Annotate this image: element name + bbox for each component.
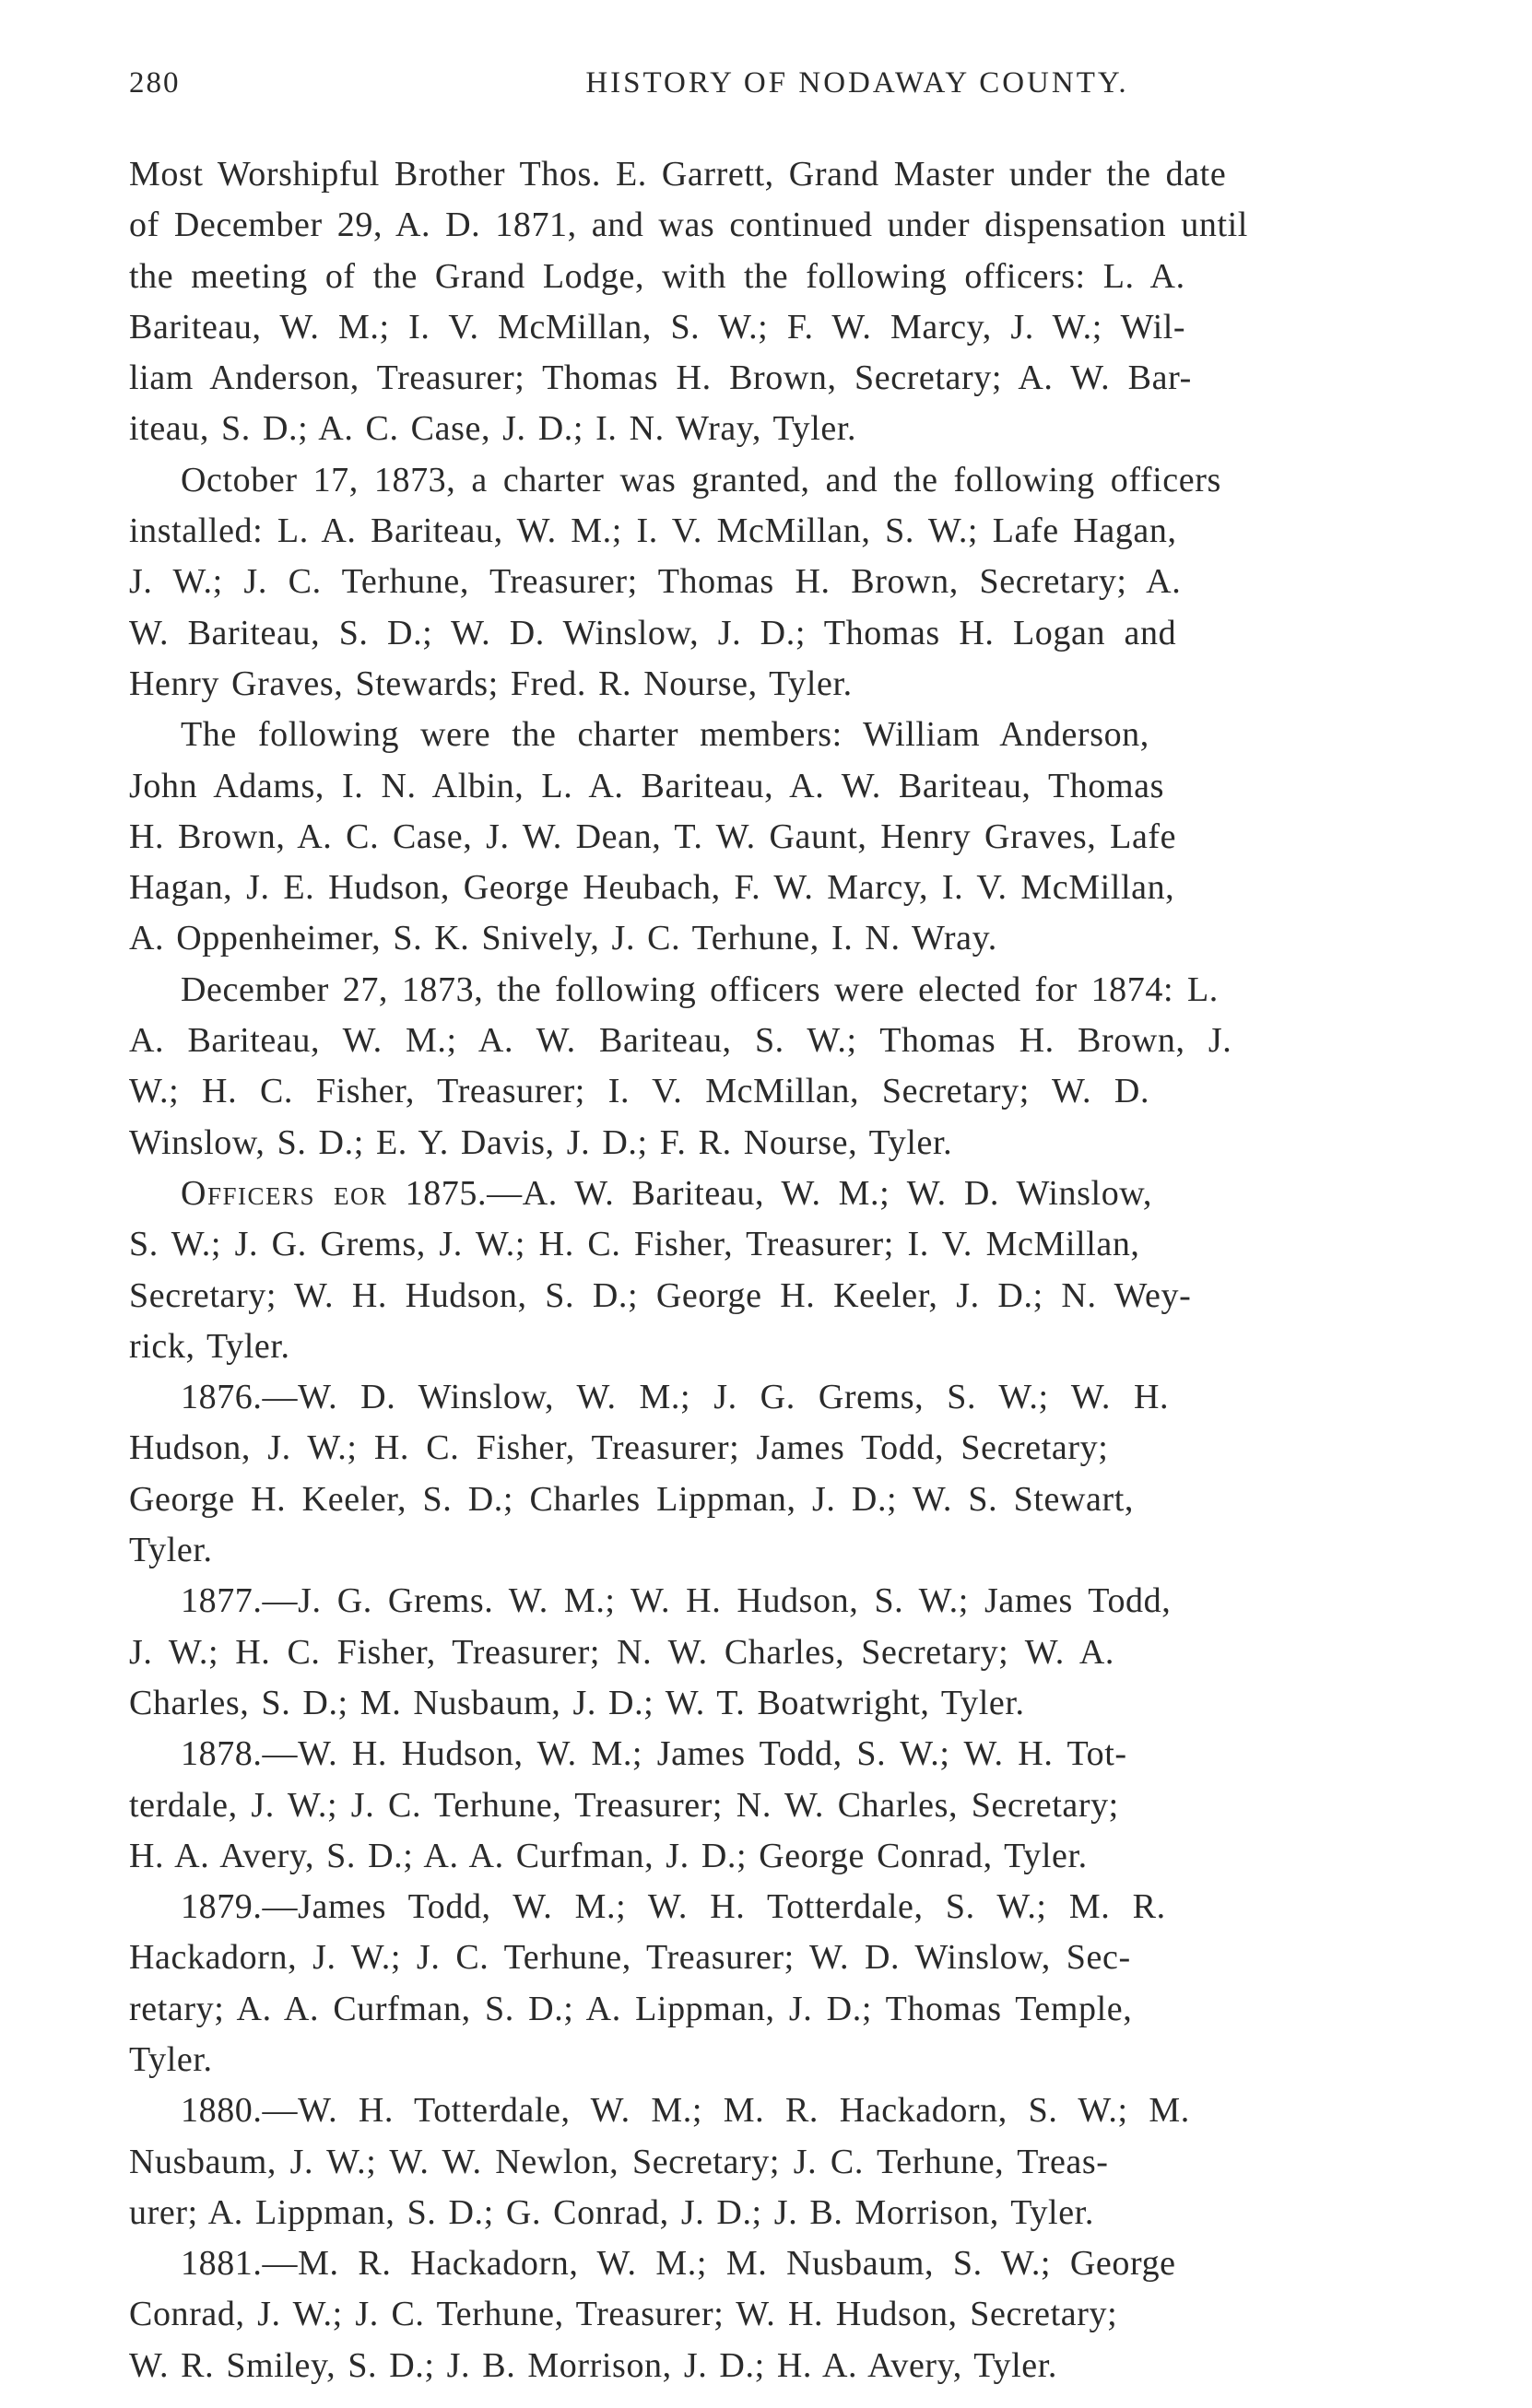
- text-line: Secretary; W. H. Hudson, S. D.; George H. Keeler, J. D.; N. Wey-: [129, 1275, 1192, 1315]
- officers-heading-continuation: 1875.—A. W. Bariteau, W. M.; W. D. Winslow,: [405, 1173, 1152, 1213]
- officers-heading: Officers eor: [181, 1173, 388, 1213]
- text-line: terdale, J. W.; J. C. Terhune, Treasurer; N. W. Charles, Secretary;: [129, 1785, 1119, 1825]
- paragraph-start-line: 1878.—W. H. Hudson, W. M.; James Todd, S. W.; W. H. Tot-: [181, 1734, 1127, 1774]
- text-line: S. W.; J. G. Grems, J. W.; H. C. Fisher, Treasurer; I. V. McMillan,: [129, 1225, 1140, 1264]
- text-line: Hudson, J. W.; H. C. Fisher, Treasurer; James Todd, Secretary;: [129, 1428, 1109, 1468]
- text-line: Henry Graves, Stewards; Fred. R. Nourse, Tyler.: [129, 664, 853, 703]
- text-line: H. A. Avery, S. D.; A. A. Curfman, J. D.; George Conrad, Tyler.: [129, 1836, 1088, 1875]
- body-text: [129, 149, 1438, 2391]
- text-line: Conrad, J. W.; J. C. Terhune, Treasurer; W. H. Hudson, Secretary;: [129, 2295, 1118, 2334]
- text-line: A. Bariteau, W. M.; A. W. Bariteau, S. W.; Thomas H. Brown, J.: [129, 1021, 1232, 1061]
- text-line: Hagan, J. E. Hudson, George Heubach, F. W. Marcy, I. V. McMillan,: [129, 868, 1175, 908]
- text-line: of December 29, A. D. 1871, and was continued under dispensation until: [129, 206, 1248, 245]
- text-line: liam Anderson, Treasurer; Thomas H. Brown, Secretary; A. W. Bar-: [129, 358, 1192, 398]
- paragraph-start-line: 1879.—James Todd, W. M.; W. H. Totterdale, S. W.; M. R.: [181, 1887, 1166, 1927]
- paragraph-start-line: 1881.—M. R. Hackadorn, W. M.; M. Nusbaum, S. W.; George: [181, 2244, 1176, 2284]
- text-line: W. R. Smiley, S. D.; J. B. Morrison, J. D.; H. A. Avery, Tyler.: [129, 2345, 1057, 2385]
- running-head: [129, 66, 1438, 111]
- paragraph-start-line: [129, 1169, 1438, 1219]
- text-line: A. Oppenheimer, S. K. Snively, J. C. Terhune, I. N. Wray.: [129, 919, 997, 958]
- text-line: J. W.; H. C. Fisher, Treasurer; N. W. Charles, Secretary; W. A.: [129, 1632, 1114, 1672]
- paragraph-start-line: December 27, 1873, the following officers were elected for 1874: L.: [181, 969, 1219, 1009]
- text-line: Tyler.: [129, 1531, 213, 1570]
- text-line: John Adams, I. N. Albin, L. A. Bariteau, A. W. Bariteau, Thomas: [129, 766, 1164, 805]
- text-line: the meeting of the Grand Lodge, with the following officers: L. A.: [129, 256, 1185, 296]
- text-line: George H. Keeler, S. D.; Charles Lippman, J. D.; W. S. Stewart,: [129, 1479, 1135, 1519]
- text-line: installed: L. A. Bariteau, W. M.; I. V. McMillan, S. W.; Lafe Hagan,: [129, 511, 1177, 551]
- paragraph-start-line: The following were the charter members: William Anderson,: [181, 715, 1149, 755]
- text-line: J. W.; J. C. Terhune, Treasurer; Thomas H. Brown, Secretary; A.: [129, 562, 1182, 602]
- text-line: W.; H. C. Fisher, Treasurer; I. V. McMillan, Secretary; W. D.: [129, 1072, 1150, 1111]
- text-line: Charles, S. D.; M. Nusbaum, J. D.; W. T. Boatwright, Tyler.: [129, 1683, 1025, 1722]
- running-title: HISTORY OF NODAWAY COUNTY.: [585, 66, 1129, 100]
- paragraph-start-line: 1880.—W. H. Totterdale, W. M.; M. R. Hackadorn, S. W.; M.: [181, 2091, 1190, 2131]
- page-number: 280: [129, 66, 181, 100]
- text-line: Tyler.: [129, 2039, 213, 2079]
- text-line: retary; A. A. Curfman, S. D.; A. Lippman, J. D.; Thomas Temple,: [129, 1989, 1133, 2028]
- paragraph-start-line: 1877.—J. G. Grems. W. M.; W. H. Hudson, S. W.; James Todd,: [181, 1581, 1172, 1621]
- paragraph-start-line: 1876.—W. D. Winslow, W. M.; J. G. Grems, S. W.; W. H.: [181, 1378, 1170, 1417]
- text-line: Most Worshipful Brother Thos. E. Garrett, Grand Master under the date: [129, 155, 1227, 194]
- text-line: Winslow, S. D.; E. Y. Davis, J. D.; F. R. Nourse, Tyler.: [129, 1122, 953, 1162]
- text-line: iteau, S. D.; A. C. Case, J. D.; I. N. Wray, Tyler.: [129, 409, 857, 449]
- text-line: W. Bariteau, S. D.; W. D. Winslow, J. D.; Thomas H. Logan and: [129, 613, 1177, 652]
- text-line: Hackadorn, J. W.; J. C. Terhune, Treasurer; W. D. Winslow, Sec-: [129, 1938, 1131, 1978]
- paragraph-start-line: October 17, 1873, a charter was granted, and the following officers: [181, 460, 1221, 499]
- text-line: rick, Tyler.: [129, 1326, 290, 1366]
- text-line: Bariteau, W. M.; I. V. McMillan, S. W.; F. W. Marcy, J. W.; Wil-: [129, 307, 1186, 347]
- text-line: Nusbaum, J. W.; W. W. Newlon, Secretary; J. C. Terhune, Treas-: [129, 2142, 1109, 2181]
- text-line: H. Brown, A. C. Case, J. W. Dean, T. W. Gaunt, Henry Graves, Lafe: [129, 816, 1177, 856]
- text-line: urer; A. Lippman, S. D.; G. Conrad, J. D.; J. B. Morrison, Tyler.: [129, 2192, 1094, 2232]
